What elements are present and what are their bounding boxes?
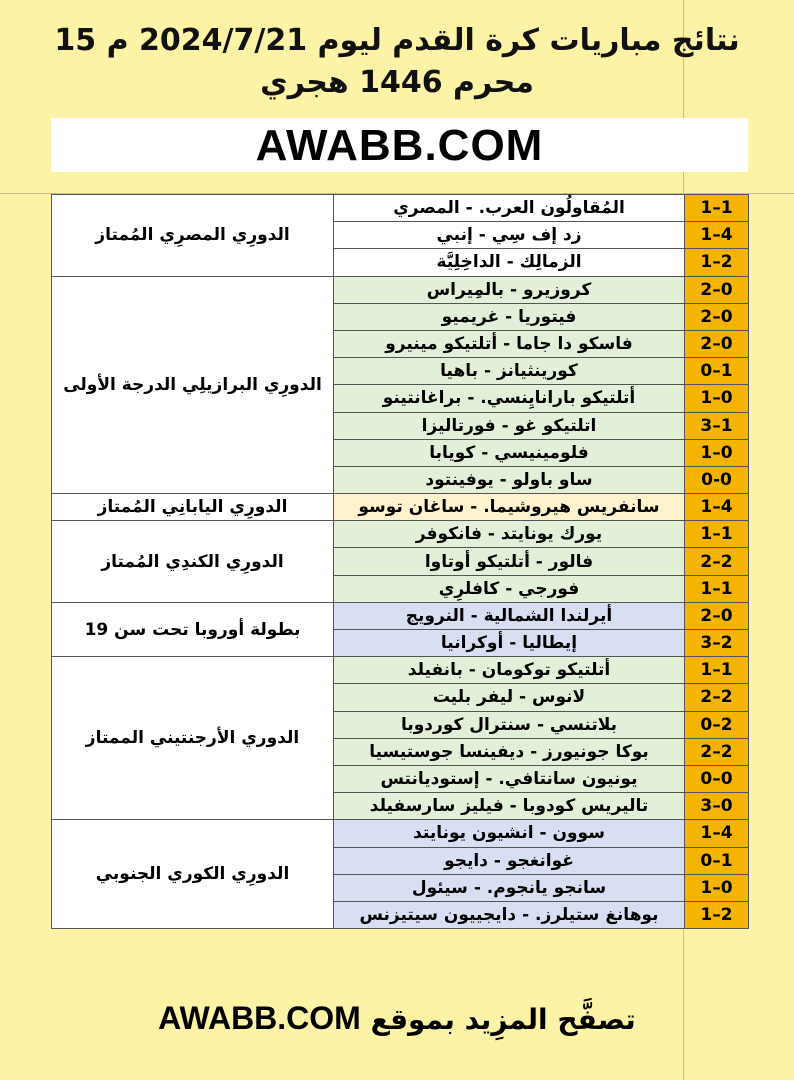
match-score-cell: 0-0 xyxy=(685,466,749,493)
table-row xyxy=(52,521,749,548)
league-name-cell: بطولة أوروبا تحت سن 19 xyxy=(52,602,334,656)
match-teams-cell: اتلتيكو غو - فورتاليزا xyxy=(334,412,685,439)
match-teams-cell: لانوس - ليفر بليت xyxy=(334,684,685,711)
match-score-cell: 0–0 xyxy=(685,765,749,792)
match-teams-cell: بلاتنسي - سنترال كوردوبا xyxy=(334,711,685,738)
footer-text: تصفَّح المزِيد بموقع xyxy=(370,1003,636,1036)
match-score-cell: 2–2 xyxy=(685,548,749,575)
results-table-body xyxy=(52,195,749,929)
match-score-cell: 1–2 xyxy=(685,249,749,276)
table-row xyxy=(52,820,749,847)
match-score-cell: 1–2 xyxy=(685,901,749,928)
match-score-cell: 2–0 xyxy=(685,330,749,357)
title-hijri-date: محرم 1446 هجري xyxy=(260,65,534,100)
match-score-cell: 2–0 xyxy=(685,303,749,330)
match-teams-cell: غوانغجو - دايجو xyxy=(334,847,685,874)
footer xyxy=(0,1000,794,1037)
match-teams-cell: سوون - انشيون يونايتد xyxy=(334,820,685,847)
match-score-cell: 2–0 xyxy=(685,276,749,303)
match-teams-cell: فورجي - كافلرِي xyxy=(334,575,685,602)
match-teams-cell: فاسكو دا جاما - أتلتيكو مينيرو xyxy=(334,330,685,357)
match-teams-cell: يورك يونايتد - فانكوفر xyxy=(334,521,685,548)
match-teams-cell: أتلتيكو توكومان - بانفيلد xyxy=(334,657,685,684)
match-score-cell: 2–0 xyxy=(685,602,749,629)
match-teams-cell: فلومينيسي - كويابا xyxy=(334,439,685,466)
match-teams-cell: كورينثيانز - باهيا xyxy=(334,358,685,385)
match-teams-cell: يونيون سانتافي. - إستوديانتس xyxy=(334,765,685,792)
table-row xyxy=(52,494,749,521)
match-score-cell: 3–1 xyxy=(685,412,749,439)
table-row xyxy=(52,195,749,222)
match-teams-cell: بوكا جونيورز - ديفينسا جوستيسيا xyxy=(334,738,685,765)
league-name-cell: الدورِي الكوري الجنوبي xyxy=(52,820,334,929)
match-score-cell: 0–2 xyxy=(685,711,749,738)
match-score-cell: 1–1 xyxy=(685,657,749,684)
league-name-cell: الدورِي البرازيلِي الدرجة الأولى xyxy=(52,276,334,494)
match-score-cell: 3–0 xyxy=(685,793,749,820)
match-score-cell: 1–1 xyxy=(685,195,749,222)
match-score-cell: 1–1 xyxy=(685,521,749,548)
match-score-cell: 1–0 xyxy=(685,874,749,901)
match-teams-cell: سانجو يانجوم. - سيئول xyxy=(334,874,685,901)
match-score-cell: 1–0 xyxy=(685,385,749,412)
match-teams-cell: سانفريس هيروشيما. - ساغان توسو xyxy=(334,494,685,521)
match-score-cell: 0–1 xyxy=(685,358,749,385)
table-row xyxy=(52,657,749,684)
match-score-cell: 1–0 xyxy=(685,439,749,466)
title-gregorian-date: نتائج مباريات كرة القدم ليوم 2024/7/21 م 15 xyxy=(54,23,740,58)
results-table xyxy=(51,194,749,929)
match-teams-cell: إيطاليا - أوكرانيا xyxy=(334,630,685,657)
match-score-cell: 1–1 xyxy=(685,575,749,602)
league-name-cell: الدوري الأرجنتيني الممتاز xyxy=(52,657,334,820)
league-name-cell: الدورِي اليابانِي المُمتاز xyxy=(52,494,334,521)
table-row xyxy=(52,276,749,303)
match-teams-cell: الزمالِك - الداخِلِيَّة xyxy=(334,249,685,276)
match-teams-cell: المُقاولُون العرب. - المصري xyxy=(334,195,685,222)
match-teams-cell: فالور - أتلتيكو أوتاوا xyxy=(334,548,685,575)
page-title xyxy=(0,20,794,104)
match-score-cell: 1–4 xyxy=(685,494,749,521)
match-teams-cell: زد إف سِي - إنبي xyxy=(334,222,685,249)
match-score-cell: 2–2 xyxy=(685,738,749,765)
match-score-cell: 0–1 xyxy=(685,847,749,874)
brand-banner: AWABB.COM xyxy=(51,118,748,172)
footer-site-link[interactable]: AWABB.COM xyxy=(158,1000,361,1036)
league-name-cell: الدورِي المصرِي المُمتاز xyxy=(52,195,334,277)
match-teams-cell: أتلتيكو بارانايِنسي. - براغانتينو xyxy=(334,385,685,412)
table-row xyxy=(52,602,749,629)
match-score-cell: 2–2 xyxy=(685,684,749,711)
match-score-cell: 3–2 xyxy=(685,630,749,657)
match-teams-cell: بوهانغ ستيلرز. - دايجييون سيتيزنس xyxy=(334,901,685,928)
league-name-cell: الدورِي الكندِي المُمتاز xyxy=(52,521,334,603)
match-teams-cell: ساو باولو - يوفينتود xyxy=(334,466,685,493)
match-teams-cell: أيرلندا الشمالية - النرويج xyxy=(334,602,685,629)
match-teams-cell: كروزيرو - بالمِيراس xyxy=(334,276,685,303)
match-teams-cell: فيتوريا - غريميو xyxy=(334,303,685,330)
match-score-cell: 1–4 xyxy=(685,820,749,847)
match-score-cell: 1–4 xyxy=(685,222,749,249)
match-teams-cell: تاليريس كودوبا - فيليز سارسفيلد xyxy=(334,793,685,820)
